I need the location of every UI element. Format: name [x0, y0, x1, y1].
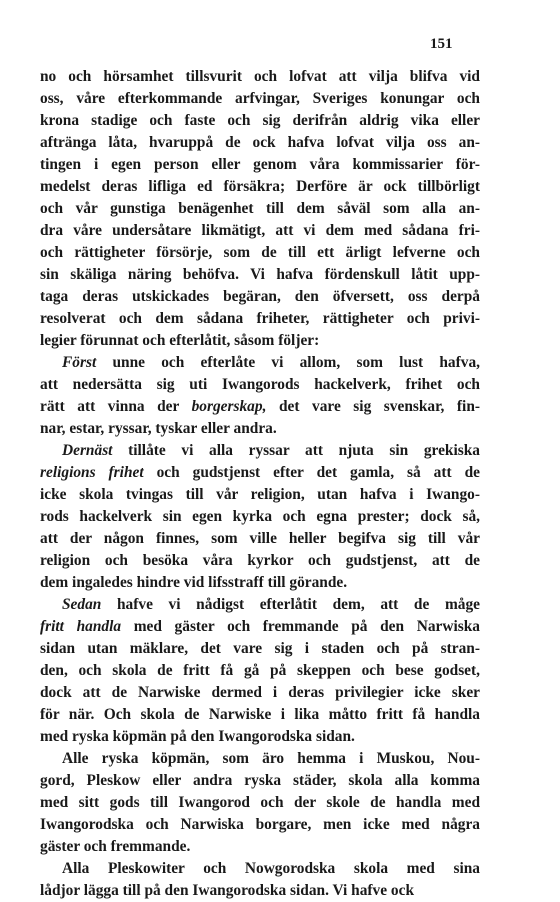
italic-text: borgerskap,: [191, 398, 267, 415]
text-line: [40, 506, 480, 528]
line-text: och vår gunstiga benägenhet till dem såväl som alla an-: [40, 200, 480, 217]
paragraph: [40, 66, 480, 352]
text-line: [40, 550, 480, 572]
line-text: den, och skola de fritt få gå på skeppen och bese godset,: [40, 662, 480, 679]
text-line: [40, 462, 480, 484]
italic-text: Sedan: [62, 596, 102, 613]
text-line: [40, 198, 480, 220]
text-line: [40, 220, 480, 242]
line-text: att der någon finnes, som ville heller begifva sig till vår: [40, 530, 480, 547]
paragraph: [40, 858, 480, 902]
italic-text: Först: [62, 354, 97, 371]
line-text: legier förunnat och efterlåtit, såsom följer:: [40, 332, 320, 349]
text-line: [40, 440, 480, 462]
text-line: [40, 572, 480, 594]
line-text: dock att de Narwiske dermed i deras privilegier icke sker: [40, 684, 480, 701]
text-line: [40, 396, 480, 418]
line-text: resolverat och dem sådana friheter, rättigheter och privi-: [40, 310, 480, 327]
text-line: [40, 110, 480, 132]
italic-text: fritt handla: [40, 618, 122, 635]
line-text: med sitt gods till Iwangorod och der skole de handla med: [40, 794, 480, 811]
document-body: [40, 66, 480, 902]
paragraph: [40, 352, 480, 440]
line-text: taga deras utskickades begäran, den öfversett, oss derpå: [40, 288, 480, 305]
text-line: [40, 594, 480, 616]
text-line: [40, 132, 480, 154]
line-text: nar, estar, ryssar, tyskar eller andra.: [40, 420, 277, 437]
line-text: att nedersätta sig uti Iwangorods hackelverk, frihet och: [40, 376, 480, 393]
line-text: och rättigheter försörje, som de till ett ärligt lefverne och: [40, 244, 480, 261]
text-line: [40, 176, 480, 198]
page-number: 151: [430, 36, 453, 52]
line-text: med gäster och fremmande på den Narwiska: [121, 618, 480, 635]
line-text: för när. Och skola de Narwiske i lika måtto fritt få handla: [40, 706, 480, 723]
text-line: [40, 880, 480, 902]
line-text: krona stadige och faste och sig derifrån aldrig vika eller: [40, 112, 480, 129]
line-text: rods hackelverk sin egen kyrka och egna prester; dock så,: [40, 508, 480, 525]
text-line: [40, 704, 480, 726]
text-line: [40, 836, 480, 858]
line-text: sidan utan mäklare, det vare sig i staden och på stran-: [40, 640, 480, 657]
line-text: tillåte vi alla ryssar att njuta sin grekiska: [112, 442, 480, 459]
line-text: medelst deras lifliga ed försäkra; Derföre är ock tillbörligt: [40, 178, 480, 195]
text-line: [40, 726, 480, 748]
line-text: rätt att vinna der: [40, 398, 192, 415]
paragraph: [40, 594, 480, 748]
line-text: det vare sig svenskar, fin-: [266, 398, 481, 415]
text-line: [40, 264, 480, 286]
line-text: unne och efterlåte vi allom, som lust hafva,: [96, 354, 480, 371]
text-line: [40, 682, 480, 704]
line-text: dra våre undersåtare likmätigt, att vi dem med sådana fri-: [40, 222, 480, 239]
text-line: [40, 374, 480, 396]
text-line: [40, 242, 480, 264]
text-line: [40, 484, 480, 506]
text-line: [40, 88, 480, 110]
line-text: gäster och fremmande.: [40, 838, 191, 855]
line-text: oss, våre efterkommande arfvingar, Sveriges konungar och: [40, 90, 480, 107]
paragraph: [40, 440, 480, 594]
text-line: [40, 418, 480, 440]
italic-text: Dernäst: [62, 442, 113, 459]
text-line: [40, 528, 480, 550]
line-text: med ryska köpmän på den Iwangorodska sidan.: [40, 728, 355, 745]
text-line: [40, 308, 480, 330]
line-text: hafve vi nådigst efterlåtit dem, att de måge: [101, 596, 480, 613]
line-text: och gudstjenst efter det gamla, så att de: [143, 464, 480, 481]
line-text: tingen i egen person eller genom våra kommissarier för-: [40, 156, 480, 173]
line-text: Iwangorodska och Narwiska borgare, men icke med några: [40, 816, 480, 833]
line-text: religion och besöka våra kyrkor och gudstjenst, att de: [40, 552, 480, 569]
italic-text: religions frihet: [40, 464, 144, 481]
text-line: [40, 770, 480, 792]
line-text: Alle ryska köpmän, som äro hemma i Muskou, Nou-: [62, 750, 480, 767]
line-text: lådjor lägga till på den Iwangorodska sidan. Vi hafve ock: [40, 882, 415, 899]
line-text: sin skäliga näring behöfva. Vi hafva fördenskull låtit upp-: [40, 266, 480, 283]
text-line: [40, 330, 480, 352]
paragraph: [40, 748, 480, 858]
text-line: [40, 154, 480, 176]
text-line: [40, 66, 480, 88]
line-text: icke skola tvingas till vår religion, utan hafva i Iwango-: [40, 486, 480, 503]
line-text: Alla Pleskowiter och Nowgorodska skola med sina: [62, 860, 480, 877]
line-text: gord, Pleskow eller andra ryska städer, skola alla komma: [40, 772, 480, 789]
text-line: [40, 814, 480, 836]
line-text: no och hörsamhet tillsvurit och lofvat att vilja blifva vid: [40, 68, 480, 85]
line-text: aftränga låta, hvaruppå de ock hafva lofvat vilja oss an-: [40, 134, 480, 151]
text-line: [40, 858, 480, 880]
text-line: [40, 748, 480, 770]
text-line: [40, 286, 480, 308]
text-line: [40, 616, 480, 638]
text-line: [40, 660, 480, 682]
text-line: [40, 792, 480, 814]
text-line: [40, 638, 480, 660]
line-text: dem ingaledes hindre vid lifsstraff till görande.: [40, 574, 348, 591]
text-line: [40, 352, 480, 374]
